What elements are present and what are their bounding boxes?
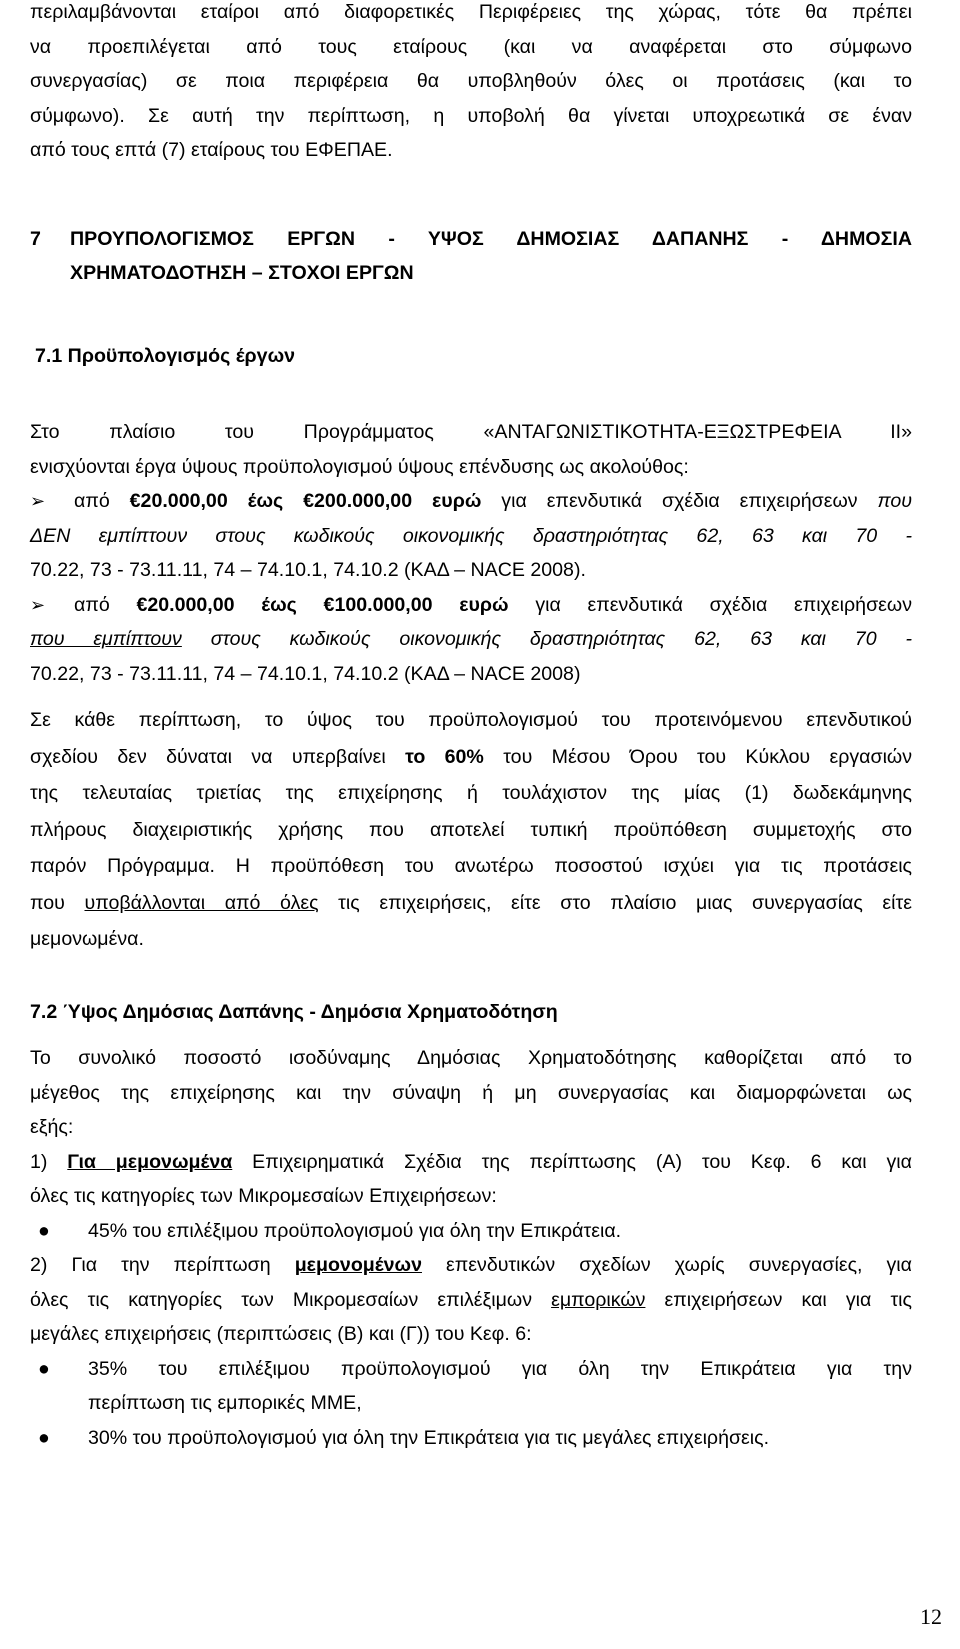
text-span: που: [30, 891, 85, 914]
underlined-italic-span: που εμπίπτουν: [30, 628, 182, 650]
bullet-icon: ●: [38, 1426, 50, 1449]
bold-span: το 60%: [405, 745, 484, 768]
text-line: [74, 588, 912, 623]
text-line: της τελευταίας τριετίας της επιχείρησης ή τουλάχιστον της μίας (1) δωδεκάμηνης: [30, 782, 912, 804]
text-line: παρόν Πρόγραμμα. Η προϋπόθεση του ανωτέρω ποσοστού ισχύει για τις προτάσεις: [30, 855, 912, 877]
section-7-heading: [30, 222, 912, 290]
subsection-7-2-heading: 7.2 Ύψος Δημόσιας Δαπάνης - Δημόσια Χρηματοδότηση: [30, 1001, 558, 1023]
list-item: [30, 1352, 912, 1421]
section-number: 7: [30, 228, 41, 250]
text-line: να προεπιλέγεται από τους εταίρους (και να αναφέρεται στο σύμφωνο: [30, 35, 912, 58]
text-span: επιχειρήσεων και για τις: [645, 1288, 912, 1311]
bold-underlined-span: μεμονομένων: [294, 1254, 422, 1276]
section-title-line: ΧΡΗΜΑΤΟΔΟΤΗΣΗ – ΣΤΟΧΟΙ ΕΡΓΩΝ: [70, 262, 414, 284]
list-item: [30, 1214, 912, 1249]
bold-underlined-span: Για μεμονωμένα: [67, 1150, 233, 1173]
text-line: 35% του επιλέξιμου προϋπολογισμού για όλη την Επικράτεια για την: [88, 1357, 912, 1380]
budget-range-list: [30, 484, 912, 691]
text-span: σχεδίου δεν δύναται να υπερβαίνει: [30, 745, 406, 768]
text-line: 30% του προϋπολογισμού για όλη την Επικράτεια για τις μεγάλες επιχειρήσεις.: [88, 1426, 770, 1449]
text-span: για επενδυτικά σχέδια επιχειρήσεων: [508, 593, 912, 616]
text-line: ενισχύονται έργα ύψους προϋπολογισμού ύψους επένδυσης ως ακολούθος:: [30, 455, 689, 478]
italic-span: που: [877, 490, 912, 512]
underlined-span: εμπορικών: [551, 1288, 646, 1311]
text-span: για επενδυτικά σχέδια επιχειρήσεων: [481, 490, 878, 512]
text-span: Επιχειρηματικά Σχέδια της περίπτωσης (Α) του Κεφ. 6 και για: [232, 1150, 912, 1173]
text-line: Στο πλαίσιο του Προγράμματος «ΑΝΤΑΓΩΝΙΣΤΙΚΟΤΗΤΑ-ΕΞΩΣΤΡΕΦΕΙΑ ΙΙ»: [30, 421, 912, 443]
text-span: από: [74, 490, 130, 512]
underlined-span: υποβάλλονται από όλες: [84, 891, 319, 914]
text-line: μεγάλες επιχειρήσεις (περιπτώσεις (Β) και (Γ)) του Κεφ. 6:: [30, 1323, 532, 1345]
list-item: [30, 484, 912, 588]
text-span: 1): [30, 1150, 68, 1173]
text-span: όλες τις κατηγορίες των Μικρομεσαίων επιλέξιμων: [30, 1288, 552, 1311]
italic-span: στους κωδικούς οικονομικής δραστηριότητας 62, 63 και 70 -: [181, 628, 912, 650]
bullet-icon: ●: [38, 1219, 50, 1242]
text-line: 45% του επιλέξιμου προϋπολογισμού για όλη την Επικράτεια.: [88, 1219, 622, 1242]
text-line: [30, 1248, 912, 1283]
text-span: του Μέσου Όρου του Κύκλου εργασιών: [483, 745, 913, 768]
text-line: ΔΕΝ εμπίπτουν στους κωδικούς οικονομικής δραστηριότητας 62, 63 και 70 -: [30, 524, 912, 547]
text-line: 70.22, 73 - 73.11.11, 74 – 74.10.1, 74.10.2 (ΚΑΔ – NACE 2008): [30, 662, 581, 685]
text-line: [30, 1145, 912, 1180]
text-line: περιλαμβάνονται εταίροι από διαφορετικές Περιφέρειες της χώρας, τότε θα πρέπει: [30, 1, 912, 23]
intro-paragraph: [30, 0, 912, 168]
list-item: [30, 1421, 912, 1456]
text-line: 70.22, 73 - 73.11.11, 74 – 74.10.1, 74.10.2 (ΚΑΔ – NACE 2008).: [30, 559, 586, 581]
text-line: Σε κάθε περίπτωση, το ύψος του προϋπολογισμού του προτεινόμενου επενδυτικού: [30, 709, 912, 731]
arrow-bullet-icon: ➢: [30, 491, 46, 511]
text-line: όλες τις κατηγορίες των Μικρομεσαίων Επιχειρήσεων:: [30, 1185, 497, 1207]
list-item: [30, 588, 912, 692]
text-line: [30, 885, 912, 922]
text-line: πλήρους διαχειριστικής χρήσης που αποτελεί τυπική προϋπόθεση συμμετοχής στο: [30, 818, 912, 841]
text-span: τις επιχειρήσεις, είτε στο πλαίσιο μιας συνεργασίας είτε: [318, 891, 912, 914]
text-span: επενδυτικών σχεδίων χωρίς συνεργασίες, για: [421, 1254, 912, 1276]
arrow-bullet-icon: ➢: [30, 594, 46, 615]
text-line: εξής:: [30, 1116, 74, 1138]
text-line: συνεργασίας) σε ποια περιφέρεια θα υποβληθούν όλες οι προτάσεις (και το: [30, 70, 912, 92]
page-number: 12: [920, 1604, 942, 1629]
subsection-7-1-heading: 7.1 Προϋπολογισμός έργων: [35, 345, 296, 367]
text-span: 2) Για την περίπτωση: [30, 1254, 295, 1276]
text-line: περίπτωση τις εμπορικές ΜΜΕ,: [88, 1392, 362, 1414]
subsection-7-1-intro: [30, 415, 912, 484]
text-line: από τους επτά (7) εταίρους του ΕΦΕΠΑΕ.: [30, 139, 393, 161]
text-span: από: [74, 593, 137, 616]
text-line: Το συνολικό ποσοστό ισοδύναμης Δημόσιας Χρηματοδότησης καθορίζεται από το: [30, 1047, 912, 1069]
text-line: μέγεθος της επιχείρησης και την σύναψη ή μη συνεργασίας και διαμορφώνεται ως: [30, 1081, 912, 1104]
text-line: [30, 622, 912, 657]
text-line: μεμονωμένα.: [30, 928, 144, 950]
text-line: σύμφωνο). Σε αυτή την περίπτωση, η υποβολή θα γίνεται υποχρεωτικά σε έναν: [30, 104, 912, 127]
text-line: [74, 484, 912, 519]
subsection-7-1-paragraph: [30, 702, 912, 958]
amount-range: €20.000,00 έως €100.000,00 ευρώ: [136, 593, 509, 616]
text-line: [30, 739, 912, 776]
text-line: [30, 1283, 912, 1318]
section-title-line: ΠΡΟΥΠΟΛΟΓΙΣΜΟΣ ΕΡΓΩΝ - ΥΨΟΣ ΔΗΜΟΣΙΑΣ ΔΑΠΑΝΗΣ - ΔΗΜΟΣΙΑ: [70, 228, 912, 250]
bullet-icon: ●: [38, 1357, 50, 1380]
subsection-7-2-content: [30, 1041, 912, 1455]
amount-range: €20.000,00 έως €200.000,00 ευρώ: [129, 490, 482, 512]
